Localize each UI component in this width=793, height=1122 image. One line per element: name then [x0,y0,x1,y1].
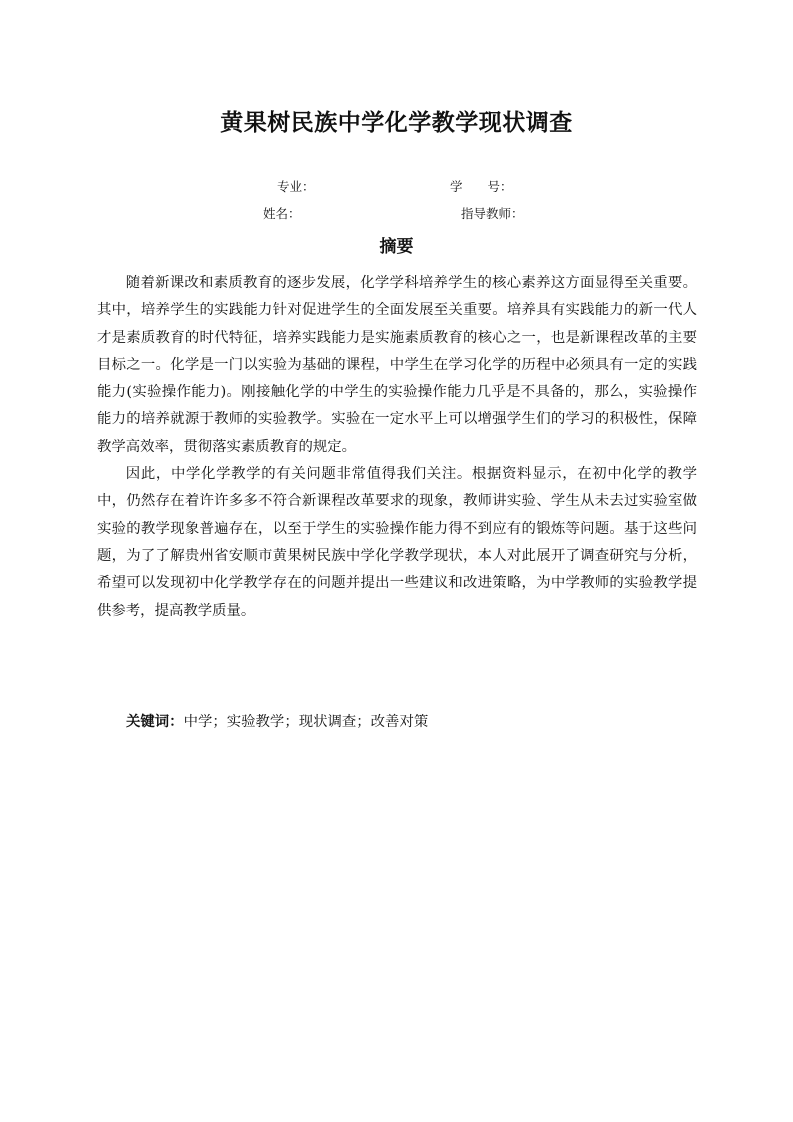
keywords-label: 关键词： [126,714,184,730]
name-label: 姓名： [263,206,301,221]
abstract-body [97,270,697,625]
abstract-paragraph-1: 随着新课改和素质教育的逐步发展，化学学科培养学生的核心素养这方面显得至关重要。其中，培养学生的实践能力针对促进学生的全面发展至关重要。培养具有实践能力的新一代人才是素质教育的时代特征，培养实践能力是实施素质教育的核心之一，也是新课程改革的主要目标之一。化学是一门以实验为基础的课程，中学生在学习化学的历程中必须具有一定的实践能力(实验操作能力)。刚接触化学的中学生的实验操作能力几乎是不具备的，那么，实验操作能力的培养就源于教师的实验教学。实验在一定水平上可以增强学生们的学习的积极性，保障教学高效率，贯彻落实素质教育的规定。 [97,275,697,455]
student-id-label: 学 号： [450,179,513,194]
keywords-line [126,709,428,736]
advisor-label: 指导教师： [461,206,524,221]
abstract-heading: 摘要 [379,237,414,257]
major-label: 专业： [277,179,315,194]
document-title: 黄果树民族中学化学教学现状调查 [220,110,573,136]
abstract-paragraph-2: 因此，中学化学教学的有关问题非常值得我们关注。根据资料显示，在初中化学的教学中，仍然存在着许许多多不符合新课程改革要求的现象，教师讲实验、学生从未去过实验室做实验的教学现象普遍存在，以至于学生的实验操作能力得不到应有的锻炼等问题。基于这些问题，为了了解贵州省安顺市黄果树民族中学化学教学现状，本人对此展开了调查研究与分析，希望可以发现初中化学教学存在的问题并提出一些建议和改进策略，为中学教师的实验教学提供参考，提高教学质量。 [97,466,697,619]
keywords-value: 中学；实验教学；现状调查；改善对策 [183,714,429,730]
